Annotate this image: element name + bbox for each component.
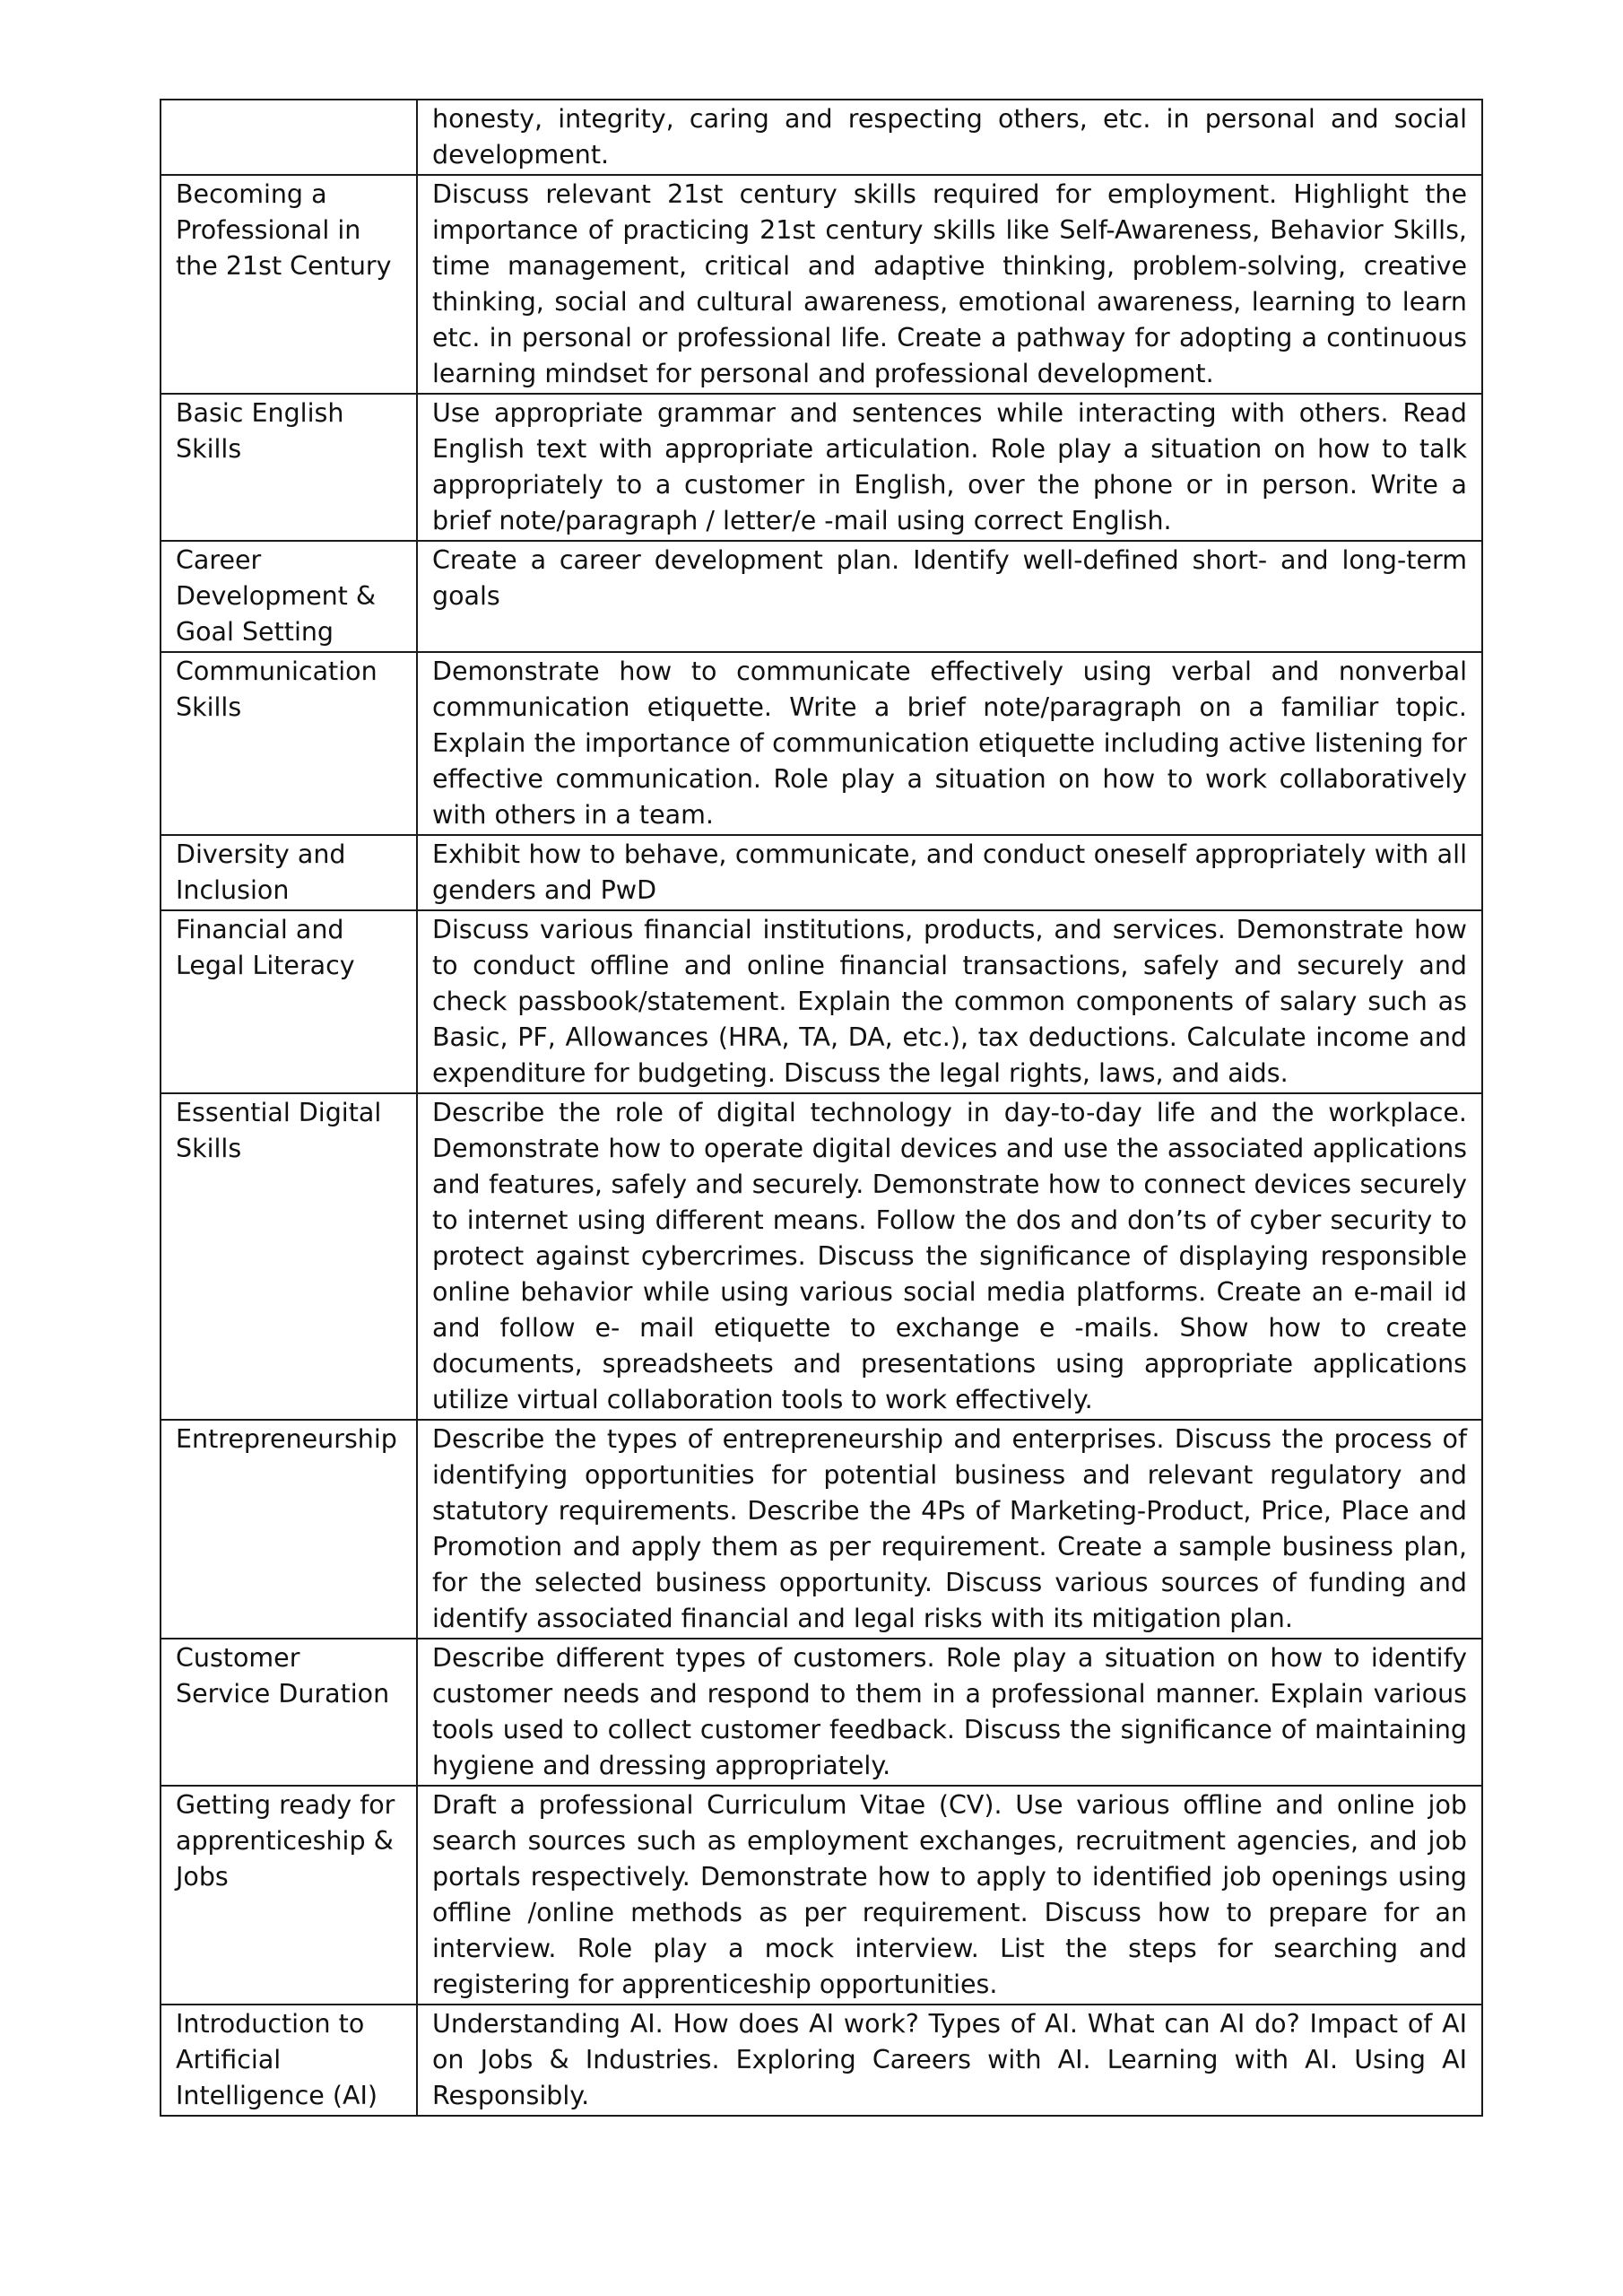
topic-cell: Customer Service Duration — [161, 1639, 417, 1786]
table-row — [161, 100, 1482, 175]
topic-cell: Diversity and Inclusion — [161, 835, 417, 910]
table-row — [161, 394, 1482, 541]
description-cell: honesty, integrity, caring and respecting others, etc. in personal and social development. — [417, 100, 1482, 175]
topic-cell: Career Development & Goal Setting — [161, 541, 417, 652]
description-cell: Discuss relevant 21st century skills required for employment. Highlight the importance of practicing 21st century skills like Self-Awareness, Behavior Skills, time management, critical and adaptive thinking, problem-solving, creative thinking, social and cultural awareness, emotional awareness, learning to learn etc. in personal or professional life. Create a pathway for adopting a continuous learning mindset for personal and professional development. — [417, 175, 1482, 394]
table-row — [161, 835, 1482, 910]
topic-cell: Essential Digital Skills — [161, 1093, 417, 1420]
topic-cell: Getting ready for apprenticeship & Jobs — [161, 1786, 417, 2005]
description-cell: Describe the role of digital technology in day-to-day life and the workplace. Demonstrate how to operate digital devices and use the associated applications and features, safely and securely. Demonstrate how to connect devices securely to internet using different means. Follow the dos and don’ts of cyber security to protect against cybercrimes. Discuss the significance of displaying responsible online behavior while using various social media platforms. Create an e-mail id and follow e- mail etiquette to exchange e -mails. Show how to create documents, spreadsheets and presentations using appropriate applications utilize virtual collaboration tools to work effectively. — [417, 1093, 1482, 1420]
table-row — [161, 1786, 1482, 2005]
topic-cell — [161, 100, 417, 175]
description-cell: Discuss various financial institutions, products, and services. Demonstrate how to conduct offline and online financial transactions, safely and securely and check passbook/statement. Explain the common components of salary such as Basic, PF, Allowances (HRA, TA, DA, etc.), tax deductions. Calculate income and expenditure for budgeting. Discuss the legal rights, laws, and aids. — [417, 910, 1482, 1093]
topic-cell: Financial and Legal Literacy — [161, 910, 417, 1093]
description-cell: Describe different types of customers. Role play a situation on how to identify customer needs and respond to them in a professional manner. Explain various tools used to collect customer feedback. Discuss the significance of maintaining hygiene and dressing appropriately. — [417, 1639, 1482, 1786]
topic-cell: Entrepreneurship — [161, 1420, 417, 1639]
table-row — [161, 1093, 1482, 1420]
syllabus-table-body — [161, 100, 1482, 2116]
description-cell: Understanding AI. How does AI work? Types of AI. What can AI do? Impact of AI on Jobs & Industries. Exploring Careers with AI. Learning with AI. Using AI Responsibly. — [417, 2005, 1482, 2116]
table-row — [161, 2005, 1482, 2116]
table-row — [161, 175, 1482, 394]
table-row — [161, 1639, 1482, 1786]
description-cell: Draft a professional Curriculum Vitae (CV). Use various offline and online job search sources such as employment exchanges, recruitment agencies, and job portals respectively. Demonstrate how to apply to identified job openings using offline /online methods as per requirement. Discuss how to prepare for an interview. Role play a mock interview. List the steps for searching and registering for apprenticeship opportunities. — [417, 1786, 1482, 2005]
topic-cell: Becoming a Professional in the 21st Century — [161, 175, 417, 394]
table-row — [161, 1420, 1482, 1639]
document-page — [160, 99, 1483, 2117]
table-row — [161, 910, 1482, 1093]
description-cell: Create a career development plan. Identify well-defined short- and long-term goals — [417, 541, 1482, 652]
topic-cell: Communication Skills — [161, 652, 417, 835]
description-cell: Exhibit how to behave, communicate, and conduct oneself appropriately with all genders and PwD — [417, 835, 1482, 910]
topic-cell: Basic English Skills — [161, 394, 417, 541]
table-row — [161, 652, 1482, 835]
description-cell: Demonstrate how to communicate effectively using verbal and nonverbal communication etiquette. Write a brief note/paragraph on a familiar topic. Explain the importance of communication etiquette including active listening for effective communication. Role play a situation on how to work collaboratively with others in a team. — [417, 652, 1482, 835]
description-cell: Use appropriate grammar and sentences while interacting with others. Read English text with appropriate articulation. Role play a situation on how to talk appropriately to a customer in English, over the phone or in person. Write a brief note/paragraph / letter/e -mail using correct English. — [417, 394, 1482, 541]
table-row — [161, 541, 1482, 652]
syllabus-table — [160, 99, 1483, 2117]
topic-cell: Introduction to Artificial Intelligence (AI) — [161, 2005, 417, 2116]
description-cell: Describe the types of entrepreneurship and enterprises. Discuss the process of identifying opportunities for potential business and relevant regulatory and statutory requirements. Describe the 4Ps of Marketing-Product, Price, Place and Promotion and apply them as per requirement. Create a sample business plan, for the selected business opportunity. Discuss various sources of funding and identify associated financial and legal risks with its mitigation plan. — [417, 1420, 1482, 1639]
